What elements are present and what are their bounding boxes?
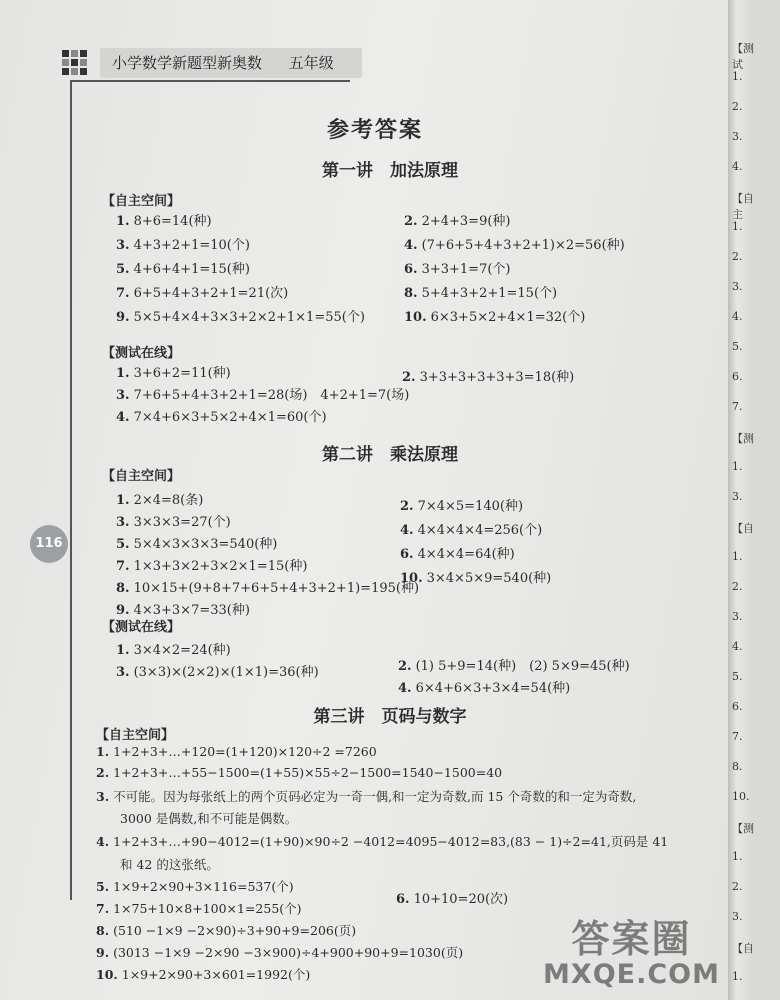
item-text: 1×3+3×2+3×2×1=15(种) [133,559,308,574]
item-number: 8. [404,286,418,301]
item-number: 3. [116,665,130,680]
item-text: 不可能。因为每张纸上的两个页码必定为一奇一偶,和一定为奇数,而 15 个奇数的和一定为奇数, [113,789,637,804]
running-header [100,48,362,78]
margin-rule [70,80,72,900]
answer-item [116,362,231,381]
page-title: 参考答案 [326,118,423,143]
item-text: 2+4+3=9(种) [421,214,511,229]
spine-fragment: 3. [732,610,743,623]
watermark-logo: 答案圈 MXQE.COM [543,917,720,990]
item-text: 5×4×3×3×3=540(种) [133,537,278,552]
answer-item [404,210,510,229]
item-number: 2. [404,214,418,229]
answer-item [116,555,307,574]
spine-fragment: 5. [732,670,743,683]
item-number: 1. [96,744,110,759]
spine-fragment: 8. [732,760,743,773]
item-number: 10. [400,571,423,586]
section-title-1: 第一讲 加法原理 [322,161,458,181]
item-text: 7×4+6×3+5×2+4×1=60(个) [133,410,327,425]
answer-item [116,661,319,680]
item-text: 4×3+3×7=33(种) [133,603,250,618]
subheading-zizhu-1: 【自主空间】 [102,194,181,209]
spine-fragment: 【自主 [732,192,754,221]
item-text: 1+2+3+…+55−1500=(1+55)×55÷2−1500=1540−1500=40 [113,765,503,780]
item-text: 3×3×3=27(个) [133,515,231,530]
subheading-zizhu-2: 【自主空间】 [102,469,181,484]
spine-fragment: 10. [732,790,750,803]
item-number: 1. [116,493,130,508]
section-title-2: 第二讲 乘法原理 [322,445,458,465]
item-number: 4. [116,410,130,425]
spine-fragment: 1. [732,70,743,83]
spine-fragment: 1. [732,970,743,983]
item-text: 4×4×4×4=256(个) [417,523,543,538]
answer-item [116,406,327,425]
spine-fragment: 7. [732,730,743,743]
spine-fragment: 6. [732,700,743,713]
item-number: 3. [96,789,110,804]
answer-item [404,234,625,253]
next-page-edge [728,0,754,1000]
spine-fragment: 2. [732,580,743,593]
answer-item [116,210,212,229]
answer-item [396,888,508,907]
grade-label: 五年级 [288,54,334,72]
answer-item [96,744,377,759]
item-text: 6×3+5×2+4×1=32(个) [430,310,586,325]
item-number: 9. [116,603,130,618]
item-text: 5×5+4×4+3×3+2×2+1×1=55(个) [133,310,365,325]
spine-fragment: 1. [732,550,743,563]
spine-fragment: 6. [732,370,743,383]
spine-fragment: 7. [732,400,743,413]
item-text: 8+6=14(种) [133,214,212,229]
answer-item [96,943,463,961]
item-number: 1. [116,643,130,658]
answer-item [96,832,668,850]
item-text: 3×4×5×9=540(种) [426,571,552,586]
answer-item [404,282,557,301]
item-number: 6. [396,892,410,907]
item-text: (1) 5+9=14(种) (2) 5×9=45(种) [415,659,630,674]
answer-item [404,306,585,325]
answer-item [116,577,419,596]
item-number: 3. [116,515,130,530]
item-number: 5. [116,262,130,277]
answer-item [116,234,250,253]
item-text: 7×4×5=140(种) [417,499,524,514]
item-number: 9. [116,310,130,325]
spine-fragment: 4. [732,160,743,173]
item-text: 1+2+3+…+120=(1+120)×120÷2 =7260 [113,744,377,759]
item-number: 10. [404,310,427,325]
item-number: 5. [116,537,130,552]
item-number: 4. [404,238,418,253]
spine-fragment: 2. [732,880,743,893]
answer-item [398,655,630,674]
item-text: 6+5+4+3+2+1=21(次) [133,286,289,301]
item-text: 3+3+1=7(个) [421,262,511,277]
answer-item [96,787,636,805]
item-text: (3013 −1×9 −2×90 −3×900)÷4+900+90+9=1030(页) [113,945,464,960]
spine-fragment: 3. [732,490,743,503]
item-number: 2. [400,499,414,514]
answer-item [116,282,288,301]
spine-fragment: 3. [732,130,743,143]
item-number: 3. [116,238,130,253]
spine-fragment: 3. [732,910,743,923]
book-title: 小学数学新题型新奥数 [112,54,263,72]
item-text: 1×75+10×8+100×1=255(个) [113,901,302,916]
spine-fragment: 3. [732,280,743,293]
answer-item [398,677,570,696]
answer-item [400,519,542,538]
item-text: 10+10=20(次) [413,892,509,907]
answer-item [116,306,365,325]
answer-item [400,495,523,514]
item-text: (3×3)×(2×2)×(1×1)=36(种) [133,665,319,680]
item-text: (7+6+5+4+3+2+1)×2=56(种) [421,238,625,253]
spine-fragment: 【测 [732,432,754,445]
spine-fragment: 1. [732,850,743,863]
answer-item [404,258,510,277]
answer-item [400,543,515,562]
answer-item [96,765,502,780]
answer-item [116,855,219,873]
answer-item [96,899,302,917]
item-text: 5+4+3+2+1=15(个) [421,286,558,301]
item-number: 1. [116,214,130,229]
answer-item [116,489,203,508]
item-text: 1+2+3+…+90−4012=(1+90)×90÷2 −4012=4095−4012=83,(83 − 1)÷2=41,页码是 41 [113,834,669,849]
spine-fragment: 1. [732,460,743,473]
subheading-zizhu-3: 【自主空间】 [96,728,175,743]
item-number: 7. [116,559,130,574]
answer-item [116,258,250,277]
spine-fragment: 【测试 [732,42,754,71]
subheading-ceshi-2: 【测试在线】 [102,620,181,635]
answer-item [116,533,277,552]
spine-fragment: 【自 [732,942,754,955]
item-text: 7+6+5+4+3+2+1=28(场) 4+2+1=7(场) [133,388,410,403]
item-number: 2. [402,370,416,385]
item-text: 1×9+2×90+3×116=537(个) [113,879,294,894]
section-title-3: 第三讲 页码与数字 [313,707,467,727]
answer-item [96,877,294,895]
item-text: 3+3+3+3+3+3=18(种) [419,370,575,385]
item-number: 6. [400,547,414,562]
item-number: 3. [116,388,130,403]
item-number: 2. [398,659,412,674]
item-number: 9. [96,945,110,960]
item-number: 4. [398,681,412,696]
item-number: 6. [404,262,418,277]
item-text: 1×9+2×90+3×601=1992(个) [121,967,311,982]
item-number: 7. [96,901,110,916]
item-text: 3+6+2=11(种) [133,366,231,381]
subheading-ceshi-1: 【测试在线】 [102,346,181,361]
answer-item [116,639,231,658]
item-number: 2. [96,765,110,780]
answer-item [96,921,356,939]
answer-item [116,511,231,530]
answer-item [96,965,310,983]
answer-item [402,366,574,385]
item-text: 4×4×4=64(种) [417,547,515,562]
spine-fragment: 2. [732,100,743,113]
answer-item [116,384,409,403]
item-text: 6×4+6×3+3×4=54(种) [415,681,571,696]
item-text: 2×4=8(条) [133,493,204,508]
item-number: 4. [400,523,414,538]
item-text: 3×4×2=24(种) [133,643,231,658]
item-number: 10. [96,967,118,982]
spine-fragment: 4. [732,640,743,653]
item-text: 4+3+2+1=10(个) [133,238,250,253]
answer-item [116,809,297,827]
spine-fragment: 5. [732,340,743,353]
spine-fragment: 2. [732,250,743,263]
item-number: 1. [116,366,130,381]
item-number: 4. [96,834,110,849]
item-text: 10×15+(9+8+7+6+5+4+3+2+1)=195(种) [133,581,420,596]
item-text: 和 42 的这张纸。 [120,857,219,872]
answer-item [400,567,551,586]
header-rule [70,80,350,82]
spine-fragment: 4. [732,310,743,323]
spine-fragment: 【自 [732,522,754,535]
item-number: 5. [96,879,110,894]
item-text: 4+6+4+1=15(种) [133,262,250,277]
spine-fragment: 【测 [732,822,754,835]
page-number: 116 [30,525,68,563]
item-number: 7. [116,286,130,301]
item-number: 8. [96,923,110,938]
item-text: 3000 是偶数,和不可能是偶数。 [120,811,298,826]
item-text: (510 −1×9 −2×90)÷3+90+9=206(页) [113,923,357,938]
item-number: 8. [116,581,130,596]
spine-fragment: 1. [732,220,743,233]
